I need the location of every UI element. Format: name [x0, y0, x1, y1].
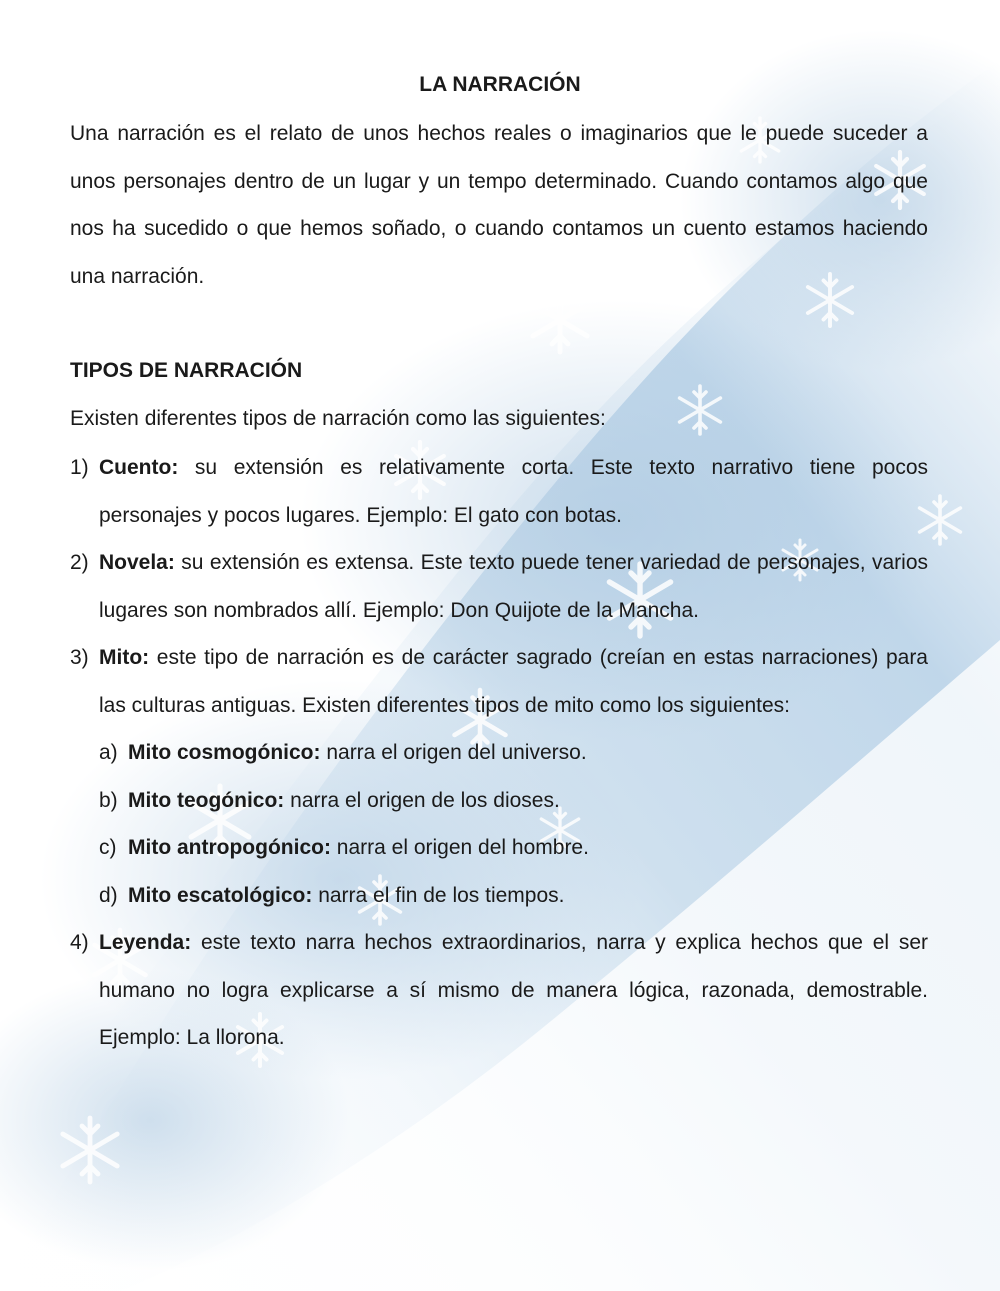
list-item-mito — [70, 634, 928, 729]
section-heading: TIPOS DE NARRACIÓN — [70, 359, 303, 382]
narration-types-list — [70, 444, 928, 1062]
list-item-number: 3) — [70, 646, 89, 669]
sublist-item-letter: a) — [99, 741, 118, 764]
sublist-item-teogonico — [70, 777, 928, 825]
list-item-term: Novela: — [99, 551, 175, 574]
sublist-item-text: narra el origen de los dioses. — [284, 788, 560, 812]
sublist-item-term: Mito cosmogónico: — [128, 741, 321, 764]
list-item-cuento — [70, 444, 928, 539]
list-item-text: este tipo de narración es de carácter sagrado (creían en estas narraciones) para las culturas antiguas. Existen diferentes tipos de mito como los siguientes: — [99, 646, 928, 717]
sublist-item-antropogonico — [70, 824, 928, 872]
sublist-item-escatologico — [70, 872, 928, 920]
sublist-item-term: Mito antropogónico: — [128, 836, 331, 859]
sublist-item-term: Mito escatológico: — [128, 883, 313, 907]
sublist-item-letter: b) — [99, 788, 118, 812]
lead-sentence: Existen diferentes tipos de narración como las siguientes: — [70, 407, 606, 430]
list-item-text: este texto narra hechos extraordinarios, narra y explica hechos que el ser humano no logra explicarse a sí mismo de manera lógica, razonada, demostrable. Ejemplo: La llorona. — [99, 931, 928, 1049]
sublist-item-term: Mito teogónico: — [128, 788, 285, 812]
list-item-leyenda — [70, 919, 928, 1062]
list-item-text: su extensión es relativamente corta. Este texto narrativo tiene pocos personajes y pocos lugares. Ejemplo: El gato con botas. — [99, 456, 928, 527]
list-item-number: 4) — [70, 931, 89, 954]
intro-paragraph: Una narración es el relato de unos hechos reales o imaginarios que le puede suceder a unos personajes dentro de un lugar y un tempo determinado. Cuando contamos algo que nos ha sucedido o que hemos soñado, o cuando contamos un cuento estamos haciendo una narración. — [70, 122, 928, 288]
sublist-item-letter: c) — [99, 836, 117, 859]
sublist-item-text: narra el origen del hombre. — [330, 836, 589, 859]
list-item-term: Leyenda: — [99, 931, 192, 954]
list-item-number: 2) — [70, 551, 89, 574]
list-item-number: 1) — [70, 456, 89, 479]
list-item-term: Cuento: — [99, 456, 179, 479]
list-item-text: su extensión es extensa. Este texto puede tener variedad de personajes, varios lugares son nombrados allí. Ejemplo: Don Quijote de la Mancha. — [99, 551, 928, 622]
sublist-item-letter: d) — [99, 883, 118, 907]
document-title: LA NARRACIÓN — [419, 73, 581, 96]
list-item-novela — [70, 539, 928, 634]
sublist-item-cosmogonico — [70, 729, 928, 777]
sublist-item-text: narra el fin de los tiempos. — [312, 883, 565, 907]
sublist-item-text: narra el origen del universo. — [320, 741, 587, 764]
list-item-term: Mito: — [99, 646, 150, 669]
